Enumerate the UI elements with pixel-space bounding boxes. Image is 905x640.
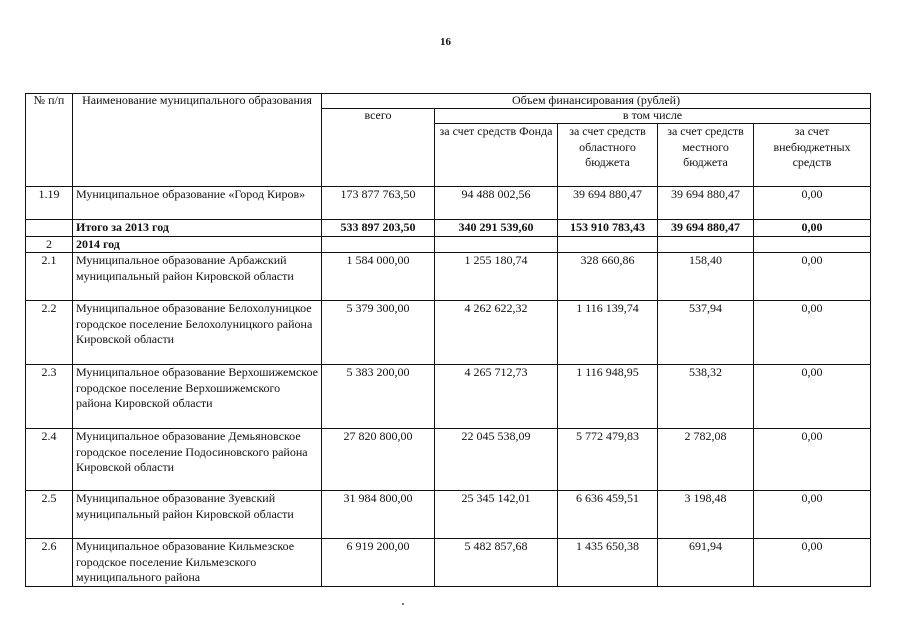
header-financing-volume: Объем финансирования (рублей) [322, 94, 871, 109]
row-regional: 6 636 459,51 [558, 491, 658, 539]
row-fund [435, 236, 558, 253]
table-row [26, 301, 871, 365]
row-regional: 328 660,86 [558, 253, 658, 301]
row-number: 2.6 [26, 539, 73, 587]
row-fund: 94 488 002,56 [435, 187, 558, 220]
row-name: Муниципальное образование Арбажский муниципальный район Кировской области [73, 253, 322, 301]
table-row [26, 253, 871, 301]
row-name: Муниципальное образование Белохолуницкое городское поселение Белохолуницкого района Кировской области [73, 301, 322, 365]
row-local: 538,32 [658, 365, 754, 429]
header-local: за счет средств местного бюджета [658, 124, 754, 187]
table-row [26, 365, 871, 429]
row-number [26, 220, 73, 237]
row-number: 2.1 [26, 253, 73, 301]
row-total: 27 820 800,00 [322, 429, 435, 491]
table-row-total-2013 [26, 220, 871, 237]
row-extra: 0,00 [754, 539, 871, 587]
table-row [26, 429, 871, 491]
row-regional: 5 772 479,83 [558, 429, 658, 491]
row-number: 2.4 [26, 429, 73, 491]
row-total [322, 236, 435, 253]
header-including: в том числе [435, 109, 871, 124]
row-local: 39 694 880,47 [658, 220, 754, 237]
row-total: 5 379 300,00 [322, 301, 435, 365]
row-number: 2.2 [26, 301, 73, 365]
row-name: Муниципальное образование Верхошижемское городское поселение Верхошижемского района Кировской области [73, 365, 322, 429]
row-fund: 25 345 142,01 [435, 491, 558, 539]
row-regional: 1 435 650,38 [558, 539, 658, 587]
row-extra: 0,00 [754, 491, 871, 539]
row-fund: 5 482 857,68 [435, 539, 558, 587]
row-regional: 1 116 948,95 [558, 365, 658, 429]
row-name: Муниципальное образование Кильмезское городское поселение Кильмезского муниципального района [73, 539, 322, 587]
row-name: Муниципальное образование Демьяновское городское поселение Подосиновского района Кировской области [73, 429, 322, 491]
row-local: 158,40 [658, 253, 754, 301]
row-total: 173 877 763,50 [322, 187, 435, 220]
header-number: № п/п [26, 94, 73, 187]
row-fund: 1 255 180,74 [435, 253, 558, 301]
row-total: 5 383 200,00 [322, 365, 435, 429]
row-number: 1.19 [26, 187, 73, 220]
row-total: 533 897 203,50 [322, 220, 435, 237]
table-row [26, 187, 871, 220]
row-local [658, 236, 754, 253]
row-local: 2 782,08 [658, 429, 754, 491]
row-number: 2 [26, 236, 73, 253]
row-regional: 39 694 880,47 [558, 187, 658, 220]
table-row-year-2014 [26, 236, 871, 253]
financing-table [25, 93, 871, 587]
row-total: 1 584 000,00 [322, 253, 435, 301]
header-extrabudgetary: за счет внебюджетных средств [754, 124, 871, 187]
page-number: 16 [440, 36, 451, 48]
row-fund: 340 291 539,60 [435, 220, 558, 237]
header-total: всего [322, 109, 435, 187]
row-fund: 4 262 622,32 [435, 301, 558, 365]
row-local: 691,94 [658, 539, 754, 587]
row-local: 3 198,48 [658, 491, 754, 539]
row-extra: 0,00 [754, 220, 871, 237]
row-regional: 153 910 783,43 [558, 220, 658, 237]
row-extra: 0,00 [754, 365, 871, 429]
row-regional: 1 116 139,74 [558, 301, 658, 365]
row-extra: 0,00 [754, 429, 871, 491]
row-total: 31 984 800,00 [322, 491, 435, 539]
header-fund: за счет средств Фонда [435, 124, 558, 187]
row-name: 2014 год [73, 236, 322, 253]
scan-speck [402, 603, 404, 605]
row-regional [558, 236, 658, 253]
row-name: Муниципальное образование Зуевский муниципальный район Кировской области [73, 491, 322, 539]
row-fund: 4 265 712,73 [435, 365, 558, 429]
table-row [26, 539, 871, 587]
row-extra: 0,00 [754, 253, 871, 301]
header-regional: за счет средств областного бюджета [558, 124, 658, 187]
row-fund: 22 045 538,09 [435, 429, 558, 491]
row-number: 2.3 [26, 365, 73, 429]
row-total: 6 919 200,00 [322, 539, 435, 587]
row-extra: 0,00 [754, 187, 871, 220]
row-local: 537,94 [658, 301, 754, 365]
row-extra: 0,00 [754, 301, 871, 365]
row-name: Муниципальное образование «Город Киров» [73, 187, 322, 220]
row-local: 39 694 880,47 [658, 187, 754, 220]
row-number: 2.5 [26, 491, 73, 539]
row-name: Итого за 2013 год [73, 220, 322, 237]
table-row [26, 491, 871, 539]
row-extra [754, 236, 871, 253]
header-name: Наименование муниципального образования [73, 94, 322, 187]
